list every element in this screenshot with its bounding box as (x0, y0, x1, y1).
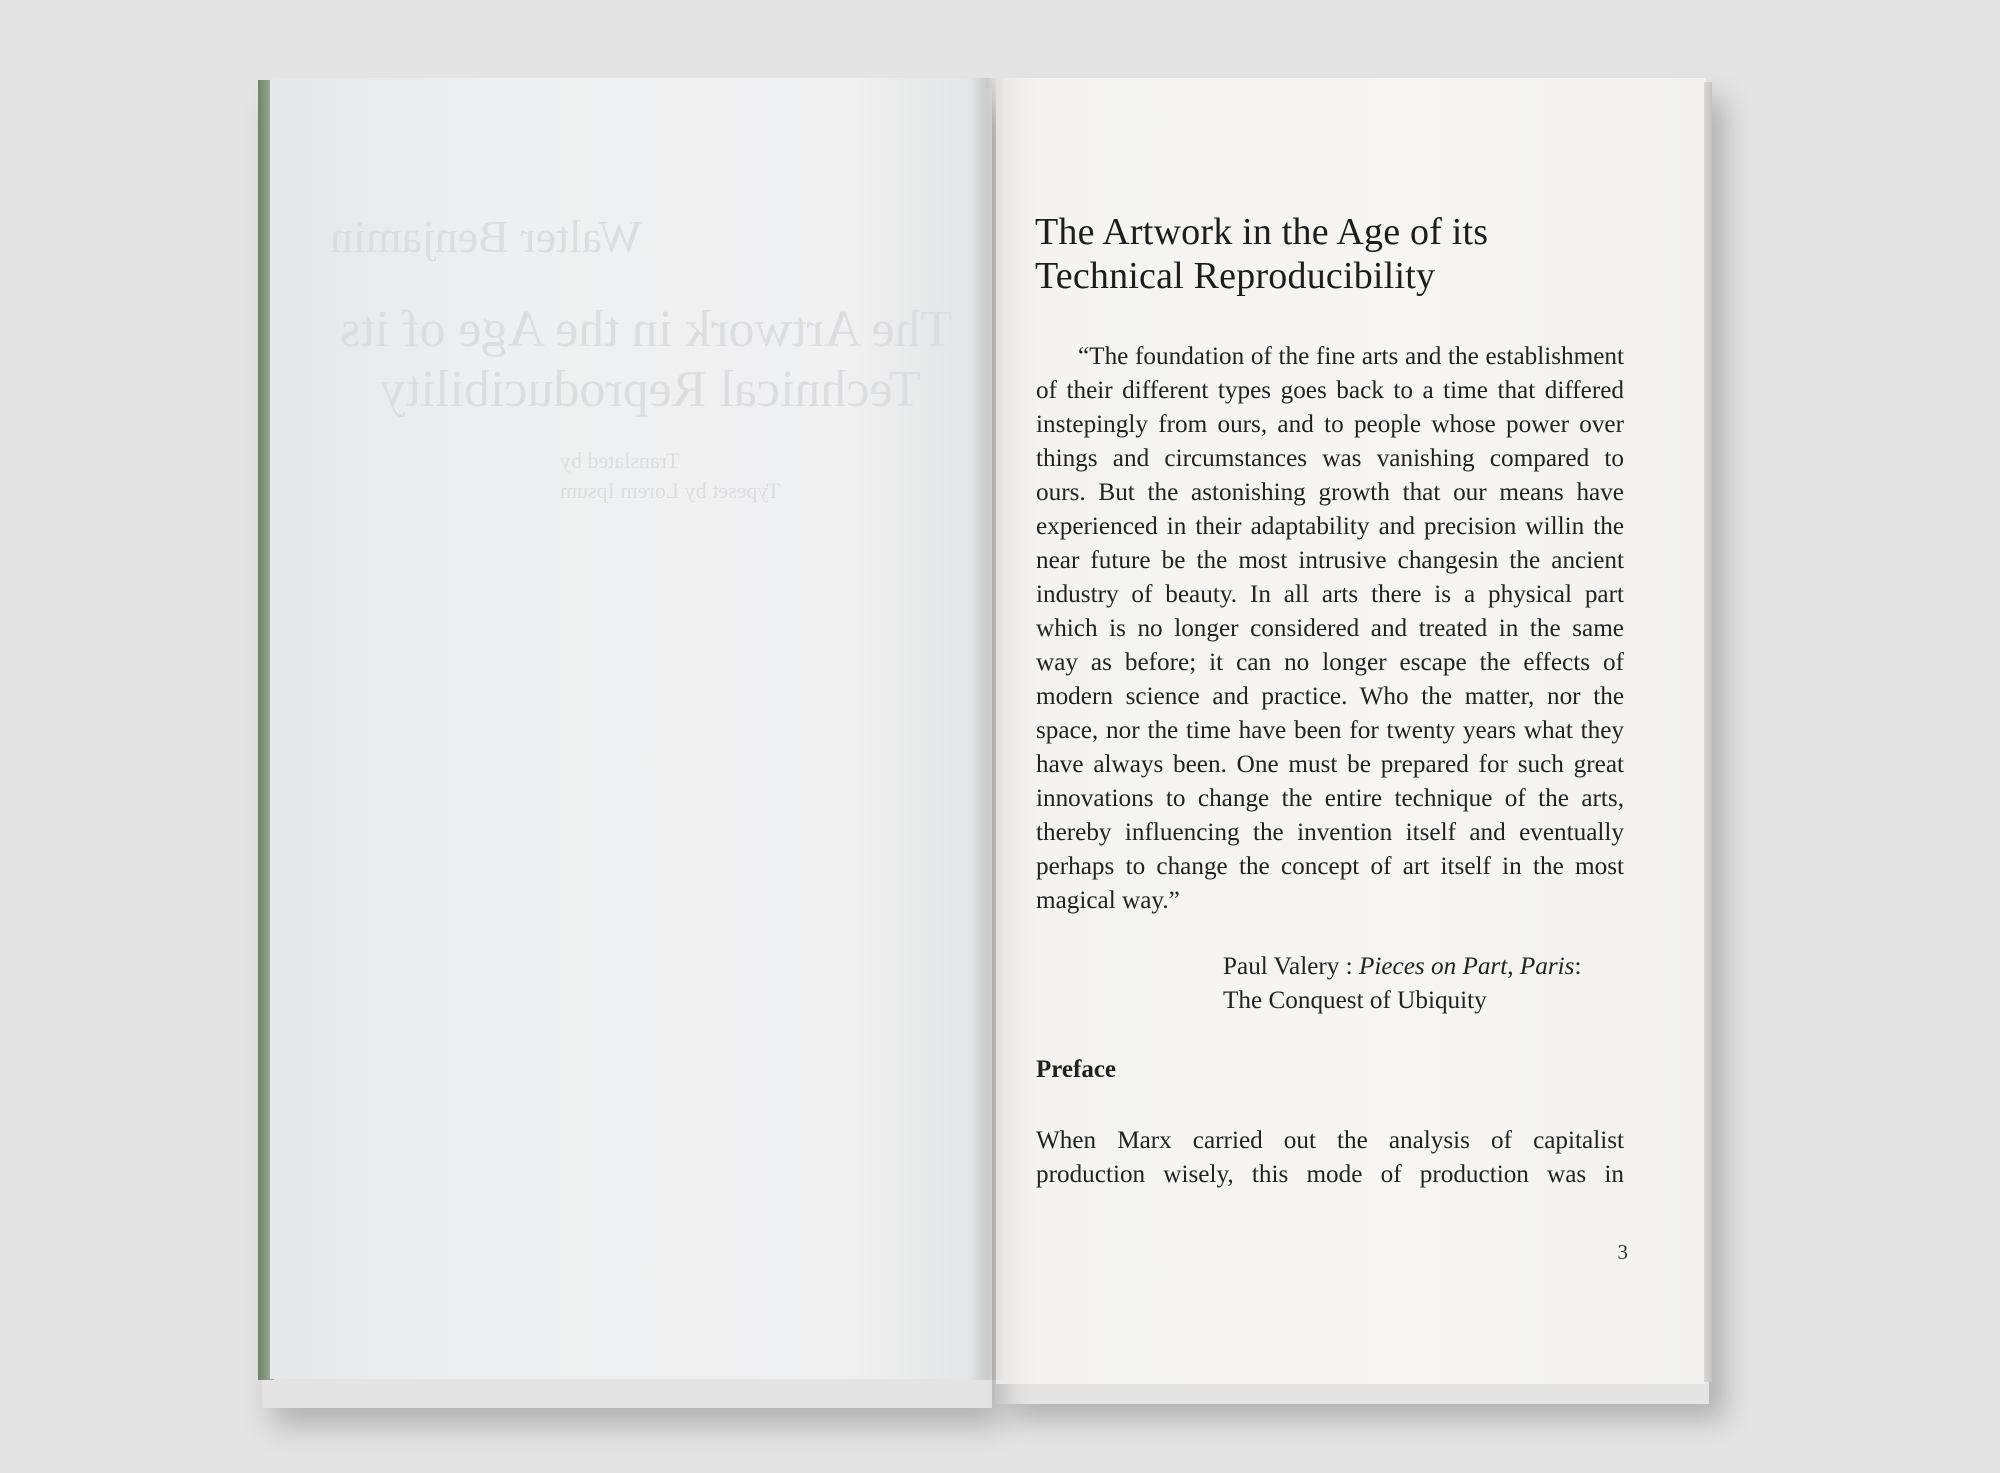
attribution-separator: : (1339, 953, 1359, 980)
epigraph-text: “The foundation of the fine arts and the establishment of their different types goes back to a time that differed instepingly from ours, and to people whose power over things and circumstances was vanishing compared to ours. But the astonishing growth that our means have experienced in their adaptability and precision willin the near future be the most intrusive changesin the ancient industry of beauty. In all arts there is a physical part which is no longer considered and treated in the same way as before; it can no longer escape the effects of modern science and practice. Who the matter, nor the space, nor the time have been for twenty years what they have always been. One must be prepared for such great innovations to change the entire technique of the arts, thereby influencing the invention itself and eventually perhaps to change the concept of art itself in the most magical way.” (1036, 343, 1624, 914)
attribution-colon: : (1574, 953, 1582, 980)
body-paragraph: When Marx carried out the analysis of capitalist production wisely, this mode of production was in (1036, 1127, 1624, 1188)
book-gutter (972, 78, 1006, 1380)
attribution-comma: , (1507, 953, 1520, 980)
attribution-author: Paul Valery (1223, 953, 1340, 980)
right-page-edge (1704, 82, 1712, 1382)
page-number: 3 (1617, 1240, 1628, 1264)
epigraph-attribution (1223, 950, 1581, 1018)
show-through-title-line2: Technical Reproducibility (380, 361, 921, 418)
left-page-blank (270, 78, 986, 1379)
section-heading: Preface (1036, 1056, 1117, 1083)
title-line2: Technical Reproducibility (1035, 255, 1436, 297)
attribution-line2: The Conquest of Ubiquity (1223, 987, 1487, 1014)
show-through-subline2: Typeset by Lorem Ipsum (560, 478, 781, 503)
page-title (1035, 210, 1655, 298)
epigraph-quote (1036, 340, 1624, 918)
show-through-title-line1: The Artwork in the Age of its (340, 301, 953, 358)
attribution-work: Pieces on Part (1358, 953, 1508, 980)
title-line1: The Artwork in the Age of its (1035, 211, 1489, 253)
show-through-subline1: Translated by (560, 448, 680, 473)
attribution-place: Paris (1519, 953, 1575, 980)
show-through-author: Walter Benjamin (330, 211, 642, 262)
